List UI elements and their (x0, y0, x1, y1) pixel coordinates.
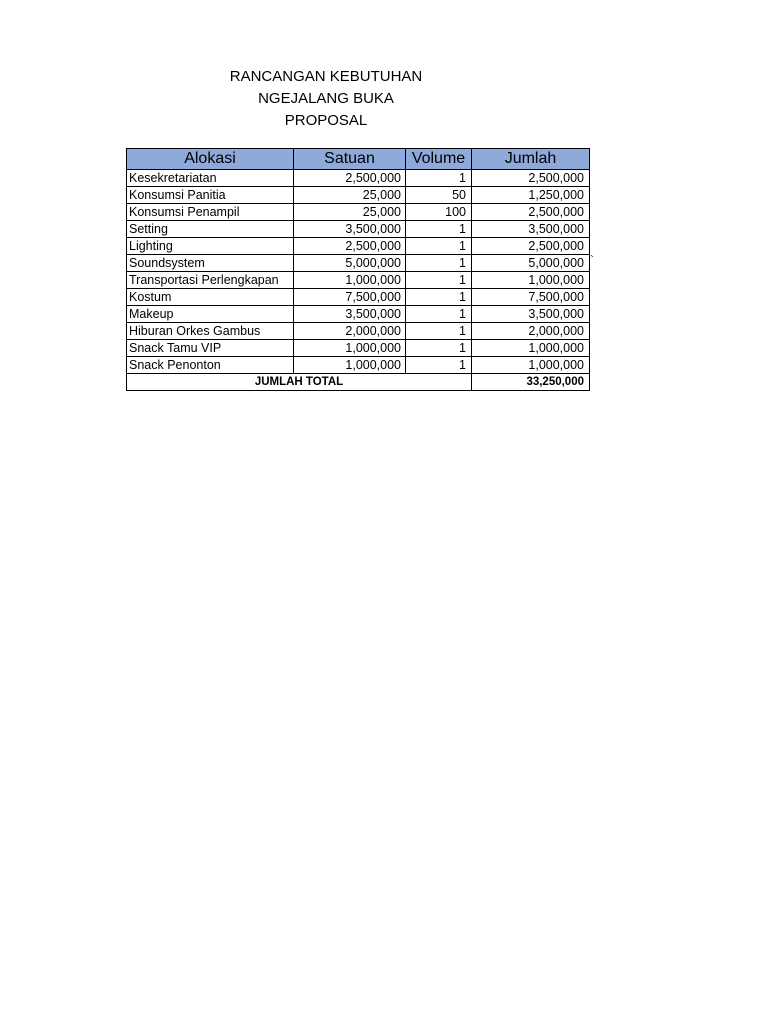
cell-alokasi: Transportasi Perlengkapan (127, 272, 294, 289)
cell-alokasi: Snack Penonton (127, 357, 294, 374)
cell-alokasi: Lighting (127, 238, 294, 255)
cell-volume: 1 (406, 272, 472, 289)
cell-volume: 1 (406, 221, 472, 238)
total-label: JUMLAH TOTAL (127, 374, 472, 391)
cell-jumlah: 1,250,000 (472, 187, 590, 204)
cell-jumlah: 1,000,000 (472, 272, 590, 289)
header-row (127, 149, 590, 170)
cell-alokasi: Konsumsi Penampil (127, 204, 294, 221)
cell-jumlah: 2,000,000 (472, 323, 590, 340)
cell-jumlah: 5,000,000 (472, 255, 590, 272)
header-satuan: Satuan (294, 149, 406, 170)
cell-satuan: 1,000,000 (294, 272, 406, 289)
cell-satuan: 3,500,000 (294, 306, 406, 323)
document-title (176, 66, 476, 132)
cell-satuan: 5,000,000 (294, 255, 406, 272)
cell-alokasi: Snack Tamu VIP (127, 340, 294, 357)
cell-satuan: 25,000 (294, 204, 406, 221)
cell-volume: 1 (406, 323, 472, 340)
cell-volume: 1 (406, 255, 472, 272)
table-row (127, 340, 590, 357)
total-value: 33,250,000 (472, 374, 590, 391)
table-row (127, 272, 590, 289)
cell-alokasi: Soundsystem (127, 255, 294, 272)
cell-satuan: 1,000,000 (294, 340, 406, 357)
budget-table (126, 148, 590, 391)
cell-alokasi: Hiburan Orkes Gambus (127, 323, 294, 340)
title-line-3: PROPOSAL (284, 112, 368, 129)
table-row (127, 187, 590, 204)
table-row (127, 204, 590, 221)
cell-volume: 1 (406, 238, 472, 255)
cell-alokasi: Setting (127, 221, 294, 238)
table-row (127, 255, 590, 272)
cell-satuan: 2,500,000 (294, 170, 406, 187)
table-row (127, 323, 590, 340)
table-row (127, 357, 590, 374)
cell-satuan: 7,500,000 (294, 289, 406, 306)
cell-jumlah: 2,500,000 (472, 238, 590, 255)
title-line-2: NGEJALANG BUKA (258, 90, 394, 107)
cell-volume: 1 (406, 357, 472, 374)
cell-volume: 50 (406, 187, 472, 204)
cell-jumlah: 7,500,000 (472, 289, 590, 306)
budget-table-body (127, 170, 590, 374)
cell-jumlah: 1,000,000 (472, 357, 590, 374)
budget-table-footer (127, 374, 590, 391)
cell-alokasi: Makeup (127, 306, 294, 323)
header-alokasi: Alokasi (127, 149, 294, 170)
cell-satuan: 3,500,000 (294, 221, 406, 238)
table-row (127, 238, 590, 255)
table-row (127, 170, 590, 187)
cell-alokasi: Konsumsi Panitia (127, 187, 294, 204)
cell-volume: 1 (406, 170, 472, 187)
header-volume: Volume (406, 149, 472, 170)
cell-alokasi: Kostum (127, 289, 294, 306)
cell-jumlah: 3,500,000 (472, 306, 590, 323)
budget-table-header (127, 149, 590, 170)
cell-volume: 100 (406, 204, 472, 221)
total-row (127, 374, 590, 391)
cell-satuan: 2,500,000 (294, 238, 406, 255)
cell-volume: 1 (406, 306, 472, 323)
table-row (127, 221, 590, 238)
cell-satuan: 25,000 (294, 187, 406, 204)
title-line-1: RANCANGAN KEBUTUHAN (229, 68, 423, 85)
header-jumlah: Jumlah (472, 149, 590, 170)
cell-jumlah: 1,000,000 (472, 340, 590, 357)
table-row (127, 289, 590, 306)
cell-jumlah: 2,500,000 (472, 204, 590, 221)
cell-jumlah: 2,500,000 (472, 170, 590, 187)
cell-jumlah: 3,500,000 (472, 221, 590, 238)
cell-volume: 1 (406, 289, 472, 306)
cell-alokasi: Kesekretariatan (127, 170, 294, 187)
cell-satuan: 2,000,000 (294, 323, 406, 340)
cell-satuan: 1,000,000 (294, 357, 406, 374)
cell-volume: 1 (406, 340, 472, 357)
table-row (127, 306, 590, 323)
stray-backtick-mark: ` (590, 253, 594, 267)
